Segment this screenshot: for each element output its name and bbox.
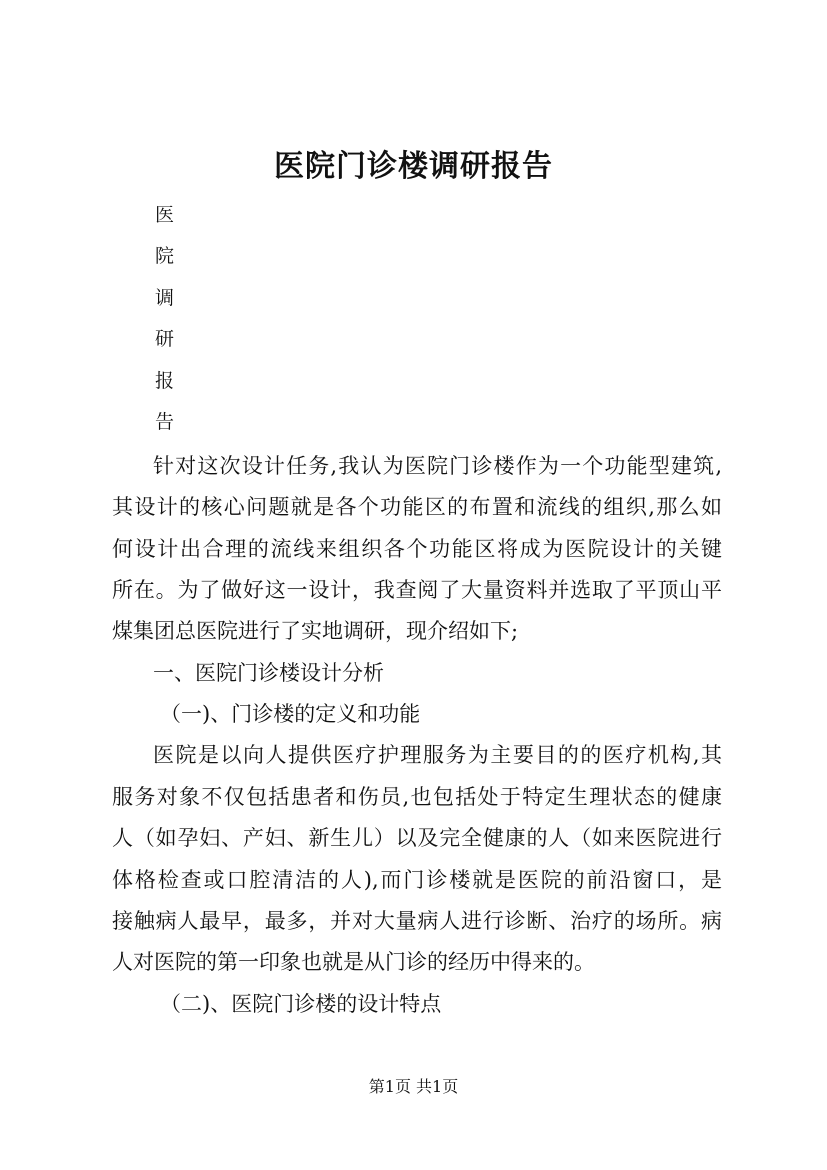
vertical-char: 告 xyxy=(155,411,175,433)
paragraph-line: 所在。为了做好这一设计，我查阅了大量资料并选取了平顶山平 xyxy=(112,578,722,602)
vertical-char: 医 xyxy=(155,204,175,226)
paragraph-line: 煤集团总医院进行了实地调研，现介绍如下; xyxy=(112,619,519,643)
paragraph-line: 人对医院的第一印象也就是从门诊的经历中得来的。 xyxy=(112,950,595,974)
vertical-char: 调 xyxy=(155,287,175,309)
paragraph-line: 体格检查或口腔清洁的人),而门诊楼就是医院的前沿窗口，是 xyxy=(112,868,722,892)
section-heading: 一、医院门诊楼设计分析 xyxy=(153,661,384,685)
paragraph-line: 何设计出合理的流线来组织各个功能区将成为医院设计的关键 xyxy=(112,537,722,561)
paragraph-line: 接触病人最早，最多，并对大量病人进行诊断、治疗的场所。病 xyxy=(112,909,722,933)
vertical-char: 研 xyxy=(155,328,175,350)
vertical-char: 报 xyxy=(155,370,175,392)
paragraph-line: 针对这次设计任务,我认为医院门诊楼作为一个功能型建筑, xyxy=(153,454,722,478)
page-footer: 第1页 共1页 xyxy=(368,1077,459,1096)
subsection-heading: （二)、医院门诊楼的设计特点 xyxy=(160,992,442,1016)
vertical-char: 院 xyxy=(155,245,175,267)
paragraph-line: 其设计的核心问题就是各个功能区的布置和流线的组织,那么如 xyxy=(112,495,722,519)
paragraph-line: 医院是以向人提供医疗护理服务为主要目的的医疗机构,其 xyxy=(153,743,722,767)
subsection-heading: （一)、门诊楼的定义和功能 xyxy=(160,702,421,726)
page-title: 医院门诊楼调研报告 xyxy=(274,149,553,184)
paragraph-line: 人（如孕妇、产妇、新生儿）以及完全健康的人（如来医院进行 xyxy=(112,826,722,850)
paragraph-line: 服务对象不仅包括患者和伤员,也包括处于特定生理状态的健康 xyxy=(112,785,722,809)
